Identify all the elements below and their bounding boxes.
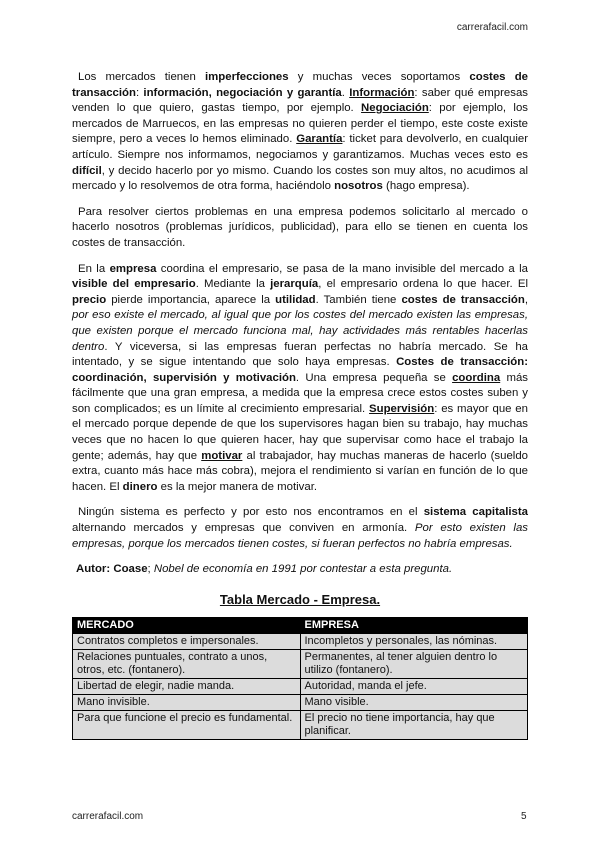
term-supervision: Supervisión bbox=[369, 402, 435, 415]
mercado-empresa-table bbox=[72, 617, 528, 740]
term-sistema-capitalista: sistema capitalista bbox=[423, 506, 528, 519]
paragraph-sistema-capitalista bbox=[72, 505, 528, 552]
text-run: . También tiene bbox=[315, 293, 402, 306]
paragraph-empresa bbox=[72, 262, 528, 496]
text-run: , el empresario ordena lo que hacer. El bbox=[318, 278, 528, 291]
table-cell: Para que funcione el precio es fundamental. bbox=[73, 711, 301, 740]
text-run: es la mejor manera de motivar. bbox=[157, 480, 318, 493]
author-name: Coase bbox=[110, 563, 148, 576]
term-motivar: motivar bbox=[201, 449, 243, 462]
term-costes-transaccion: costes de transacción bbox=[72, 71, 528, 99]
term-imperfecciones: imperfecciones bbox=[205, 71, 289, 83]
term-visible-empresario: visible del empresario bbox=[72, 278, 196, 291]
table-cell: El precio no tiene importancia, hay que planificar. bbox=[300, 711, 528, 740]
column-header-empresa: EMPRESA bbox=[300, 618, 528, 634]
column-header-mercado: MERCADO bbox=[73, 618, 301, 634]
italic-run: Por esto existen las empresas, porque los mercados tienen costes, si fueran perfectos no habría empresas. bbox=[72, 522, 528, 550]
text-run: pierde importancia, aparece la bbox=[106, 293, 276, 306]
term-dinero: dinero bbox=[122, 480, 158, 493]
paragraph-costes-transaccion bbox=[72, 70, 528, 195]
table-cell: Incompletos y personales, las nóminas. bbox=[300, 634, 528, 650]
text-run: (hago empresa). bbox=[382, 180, 470, 193]
text-run: al trabajador, hay muchas maneras de hacerlo (sueldo extra, cuanto más hace más cobra), mejora el rendimiento si varían en función de lo que hacen. El bbox=[72, 449, 528, 493]
table-row bbox=[73, 650, 528, 679]
text-run: . Mediante la bbox=[195, 278, 271, 291]
text-run: ; bbox=[147, 563, 154, 576]
term-coordinacion-supervision-motivacion: Costes de transacción: coordinación, supervisión y motivación bbox=[72, 356, 528, 384]
author-note: Nobel de economía en 1991 por contestar a esta pregunta. bbox=[153, 563, 453, 576]
text-run: . bbox=[341, 86, 350, 99]
table-cell: Libertad de elegir, nadie manda. bbox=[73, 679, 301, 695]
text-run: En la bbox=[78, 262, 110, 275]
term-info-negociacion-garantia: información, negociación y garantía bbox=[143, 86, 342, 99]
table-row bbox=[73, 711, 528, 740]
text-run: Los mercados tienen bbox=[78, 71, 205, 83]
text-run: : bbox=[135, 86, 144, 99]
term-costes-transaccion: costes de transacción bbox=[401, 293, 525, 306]
table-row bbox=[73, 679, 528, 695]
text-run: . Una empresa pequeña se bbox=[295, 371, 453, 384]
header-site-name: carrerafacil.com bbox=[456, 22, 528, 33]
table-cell: Mano visible. bbox=[300, 695, 528, 711]
author-line bbox=[72, 562, 528, 578]
text-run: : saber qué empresas venden lo que quiero, gastas tiempo, por ejemplo. bbox=[72, 86, 528, 115]
table-cell: Relaciones puntuales, contrato a unos, otros, etc. (fontanero). bbox=[73, 650, 301, 679]
term-negociacion: Negociación bbox=[361, 102, 429, 115]
term-coordina: coordina bbox=[452, 371, 501, 384]
author-label: Autor: bbox=[76, 563, 111, 576]
table-row bbox=[73, 695, 528, 711]
term-informacion: Información bbox=[349, 86, 415, 99]
term-utilidad: utilidad bbox=[275, 293, 316, 306]
table-header-row bbox=[73, 618, 528, 634]
table-cell: Mano invisible. bbox=[73, 695, 301, 711]
text-run: coordina el empresario, se pasa de la mano invisible del mercado a la bbox=[156, 262, 528, 275]
text-run: alternando mercados y empresas que conviven en armonía. bbox=[72, 522, 415, 535]
term-empresa: empresa bbox=[109, 262, 157, 275]
term-jerarquia: jerarquía bbox=[270, 278, 319, 291]
paragraph-resolver-problemas: Para resolver ciertos problemas en una empresa podemos solicitarlo al mercado o hacerlo nosotros (problemas jurídicos, publicidad), para ello se tienen en cuenta los costes de transacción. bbox=[72, 205, 528, 249]
text-run: Ningún sistema es perfecto y por esto nos encontramos en el bbox=[78, 506, 424, 519]
page-number: 5 bbox=[521, 811, 527, 822]
table-cell: Contratos completos e impersonales. bbox=[73, 634, 301, 650]
term-garantia: Garantía bbox=[296, 133, 343, 146]
table-title: Tabla Mercado - Empresa. bbox=[219, 591, 381, 607]
text-run: . Y viceversa, si las empresas fueran perfectas no habría mercado. Se ha intentado, y se sigue intentando que solo haya empresas. bbox=[72, 340, 528, 369]
table-row bbox=[73, 634, 528, 650]
footer-site-name: carrerafacil.com bbox=[72, 811, 144, 822]
text-run: , y decido hacerlo por yo mismo. Cuando los costes son muy altos, no acudimos al mercado y lo resolvemos de otra forma, haciéndolo bbox=[72, 164, 528, 193]
term-dificil: difícil bbox=[72, 164, 102, 177]
text-run: : es mayor que en el mercado porque depende de que los supervisores hagan bien su trabajo, hay muchas veces que no hacen lo que quieren hacer, hay que supervisar como hace el trabajo la gente; además, hay que bbox=[72, 402, 528, 462]
table-cell: Permanentes, al tener alguien dentro lo utilizo (fontanero). bbox=[300, 650, 528, 679]
text-run: , bbox=[524, 293, 529, 306]
text-run: : ticket para devolverlo, en cualquier artículo. Siempre nos informamos, negociamos y garantizamos. Muchas veces esto es bbox=[72, 133, 528, 161]
document-body bbox=[72, 70, 528, 740]
text-run: más fácilmente que una gran empresa, a medida que la empresa crece estos costes suben y son complicados; es un límite al crecimiento empresarial. bbox=[72, 371, 529, 415]
term-precio: precio bbox=[72, 293, 107, 306]
table-cell: Autoridad, manda el jefe. bbox=[300, 679, 528, 695]
text-run: : por ejemplo, los mercados de Marruecos, en las empresas no quieren perder el tiempo, este coste existe siempre, pero a veces lo hemos eliminado. bbox=[72, 102, 528, 146]
italic-run: por eso existe el mercado, al igual que por los costes del mercado existen las empresas, que existen porque el mercado funciona mal, hay actividades más rentables hacerlas dentro bbox=[72, 309, 528, 353]
text-run: y muchas veces soportamos bbox=[288, 71, 470, 83]
term-nosotros: nosotros bbox=[334, 180, 383, 193]
